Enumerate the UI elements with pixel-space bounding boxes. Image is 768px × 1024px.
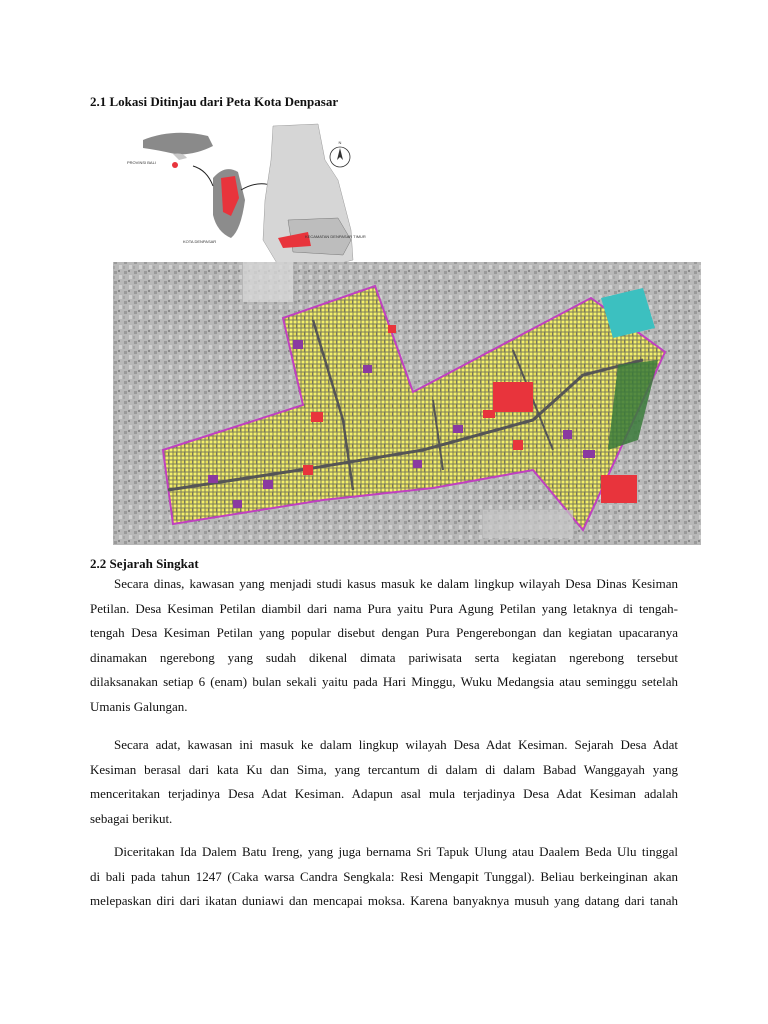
paragraph-line: Kesiman berasal dari kata Ku dan Sima, yang tercantum di dalam di dalam Babad Wanggayah yang — [90, 761, 678, 777]
paragraph-line: dinamakan ngerebong yang sudah dikenal dimata pariwisata serta kegiatan ngerebong tersebut — [90, 649, 678, 665]
inset-map-bali — [127, 133, 273, 244]
paragraph-line: sebagai berikut. — [90, 810, 173, 826]
paragraph-adat — [90, 733, 678, 831]
paragraph-line: Diceritakan Ida Dalem Batu Ireng, yang juga bernama Sri Tapuk Ulung atau Daalem Beda Ulu tinggal — [114, 844, 678, 859]
svg-text:KOTA DENPASAR: KOTA DENPASAR — [183, 239, 217, 244]
landmark-red — [601, 475, 637, 503]
paragraph-line: Petilan. Desa Kesiman Petilan diambil dari nama Pura yaitu Pura Agung Petilan yang letaknya di tengah- — [90, 600, 678, 616]
paragraph-dinas — [90, 572, 678, 719]
section-heading-lokasi: 2.1 Lokasi Ditinjau dari Peta Kota Denpasar — [90, 94, 339, 109]
bali-marker — [172, 162, 178, 168]
paragraph-line: di bali pada tahun 1247 (Caka warsa Candra Sengkala: Resi Mengapit Tunggal). Beliau berkeinginan akan — [90, 868, 678, 884]
paragraph-line: melepaskan diri dari ikatan duniawi dan mencapai moksa. Karena banyaknya musuh yang datang dari tanah — [90, 893, 678, 908]
inset-map-denpasar — [263, 124, 366, 270]
landmark-red — [493, 382, 533, 412]
paragraph-line: tengah Desa Kesiman Petilan yang popular disebut dengan Pura Pengerebongan dan kegiatan upacaranya — [90, 625, 678, 640]
arrow-icon — [193, 166, 213, 186]
svg-text:KECAMATAN DENPASAR TIMUR: KECAMATAN DENPASAR TIMUR — [305, 234, 366, 239]
section-heading-sejarah: 2.2 Sejarah Singkat — [90, 556, 199, 571]
paragraph-line: Secara dinas, kawasan yang menjadi studi kasus masuk ke dalam lingkup wilayah Desa Dinas Kesiman — [114, 576, 678, 591]
location-map-figure — [113, 120, 701, 545]
paragraph-line: Umanis Galungan. — [90, 698, 188, 714]
svg-text:N: N — [338, 140, 342, 145]
svg-text:PROVINSI BALI: PROVINSI BALI — [127, 160, 156, 165]
paragraph-line: Secara adat, kawasan ini masuk ke dalam lingkup wilayah Desa Adat Kesiman. Sejarah Desa Adat — [114, 737, 678, 752]
location-map — [113, 120, 701, 545]
paragraph-line: menceritakan terjadinya Desa Adat Kesiman. Adapun asal mula terjadinya Desa Adat Kesiman adalah — [90, 786, 678, 801]
paragraph-legenda — [90, 840, 678, 914]
map-legend — [483, 510, 573, 538]
paragraph-line: dilaksanakan setiap 6 (enam) bulan sekali yaitu pada Hari Minggu, Wuku Medangsia atau seminggu setelah — [90, 674, 678, 689]
